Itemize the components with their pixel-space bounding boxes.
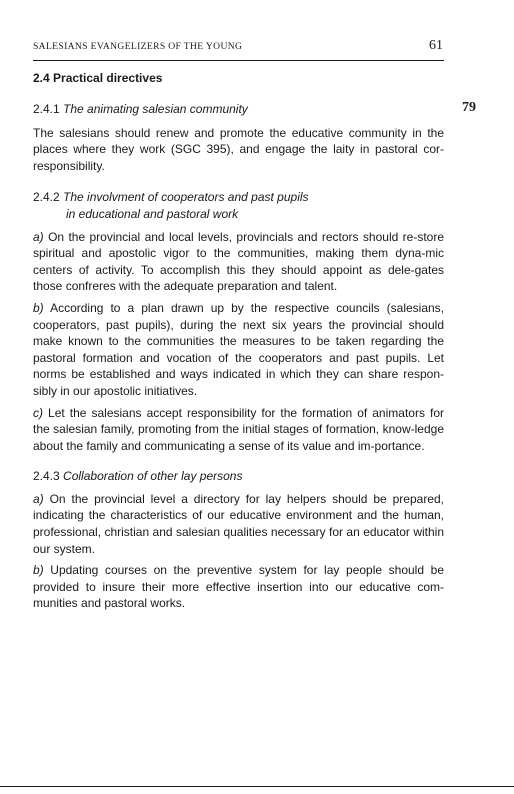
subsection-number: 2.4.1 (33, 102, 60, 116)
subsection-heading-2-4-1 (33, 101, 444, 118)
paragraph-text: Updating courses on the preventive system for lay people should be provided to insure their more effective insertion into our educative com-munities and pastoral works. (33, 563, 444, 611)
running-head-title: SALESIANS EVANGELIZERS OF THE YOUNG (33, 41, 243, 52)
subsection-title: The animating salesian community (63, 102, 248, 116)
paragraph-text: According to a plan drawn up by the respective councils (salesians, cooperators, past pupils), during the next six years the provincial should make known to the communities the measures to be taken regarding the pastoral formation and vocation of the cooperators and past pupils. Let norms be established and ways indicated in which they can share respon-sibly in our apostolic initiatives. (33, 300, 445, 398)
section-heading: 2.4 Practical directives (33, 71, 163, 85)
running-head (33, 38, 444, 53)
paragraph-label: b) (33, 300, 44, 315)
header-rule (33, 60, 444, 61)
paragraph-b (33, 562, 444, 612)
subsection-number: 2.4.3 (33, 469, 60, 484)
paragraph-c (33, 405, 444, 455)
page-number: 61 (429, 38, 443, 53)
subsection-title: Collaboration of other lay persons (63, 469, 243, 484)
paragraph-text: On the provincial level a directory for lay helpers should be prepared, indicating the characteristics of our educative environment and the human, professional, christian and salesian qualities necessary for an educator within our system. (33, 491, 444, 556)
subsection-title-continued: in educational and pastoral work (66, 206, 239, 221)
page-content (33, 70, 444, 612)
subsection-heading-2-4-3 (33, 468, 444, 485)
paragraph-label: b) (33, 563, 44, 578)
paragraph-b (33, 300, 444, 400)
paragraph-text: On the provincial and local levels, provincials and rectors should re-store spiritual and apostolic vigor to the communities, making them dyna-mic centers of activity. To accomplish this they should appoint as dele-gates those confreres with the adequate preparation and talent. (33, 229, 444, 294)
paragraph-text: Let the salesians accept responsibility for the formation of animators for the salesian family, promoting from the initial stages of formation, know-ledge about the family and communicating a sense of its value and im-portance. (33, 405, 444, 453)
margin-number: 79 (462, 100, 476, 115)
subsection-heading-2-4-2 (33, 189, 444, 222)
paragraph-label: c) (33, 405, 43, 420)
paragraph-label: a) (33, 491, 44, 506)
paragraph-label: a) (33, 229, 44, 244)
subsection-title: The involvment of cooperators and past pupils (63, 190, 309, 205)
paragraph-a (33, 229, 444, 295)
subsection-number: 2.4.2 (33, 190, 60, 205)
paragraph-a (33, 491, 444, 557)
footer-rule (0, 786, 514, 787)
paragraph: The salesians should renew and promote the educative community in the places where they work (SGC 395), and engage the laity in pastoral cor-responsibility. (33, 125, 444, 173)
